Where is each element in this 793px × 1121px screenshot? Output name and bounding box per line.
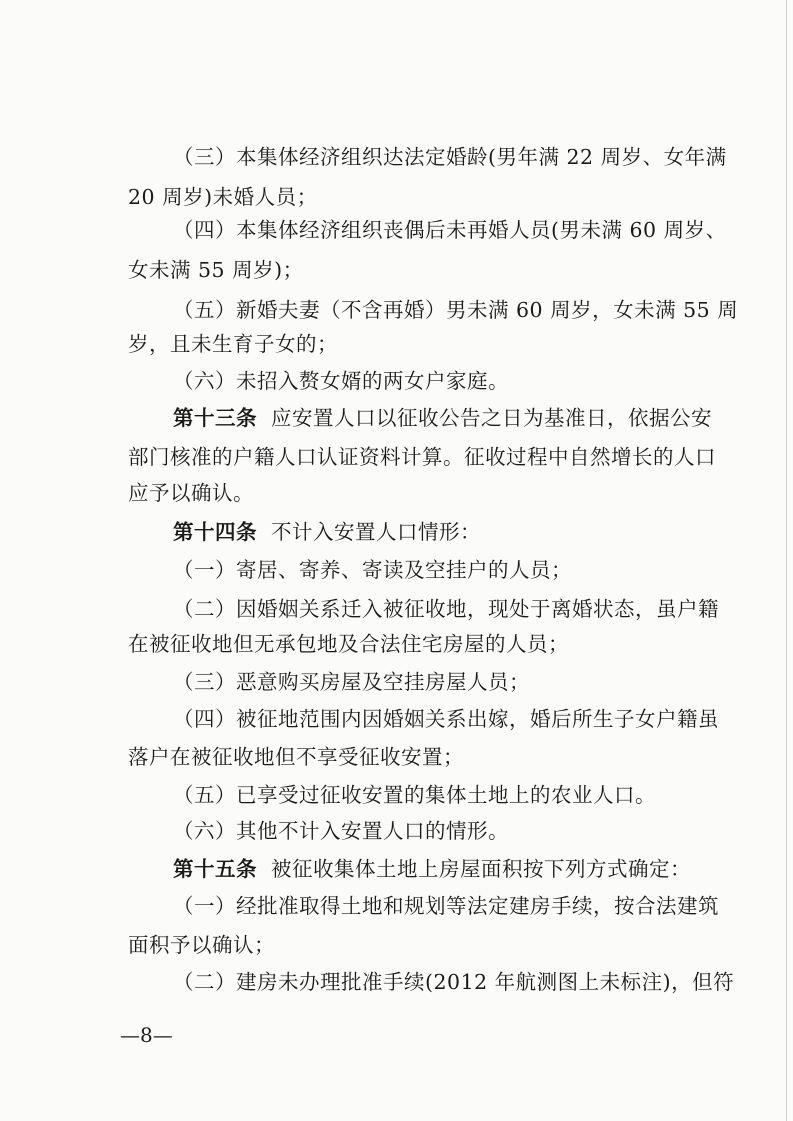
- text-line: 应予以确认。: [128, 481, 254, 505]
- text-line: （三）恶意购买房屋及空挂房屋人员；: [173, 670, 530, 694]
- text-line: （六）其他不计入安置人口的情形。: [173, 819, 509, 843]
- article-heading: 第十五条: [173, 857, 257, 881]
- article-line: 第十四条 不计入安置人口情形：: [173, 520, 481, 544]
- scan-edge: [786, 0, 787, 1121]
- text-line: 20 周岁)未婚人员；: [128, 185, 318, 209]
- article-heading: 第十三条: [173, 406, 257, 430]
- text-line: （四）被征地范围内因婚姻关系出嫁，婚后所生子女户籍虽: [173, 707, 719, 731]
- text-line: （四）本集体经济组织丧偶后未再婚人员(男未满 60 周岁、: [173, 218, 727, 242]
- article-heading: 第十四条: [173, 520, 257, 544]
- text-line: 落户在被征收地但不享受征收安置；: [128, 745, 464, 769]
- text-line: 在被征收地但无承包地及合法住宅房屋的人员；: [128, 632, 569, 656]
- text-line: （二）建房未办理批准手续(2012 年航测图上未标注)，但符: [173, 970, 735, 994]
- text-line: （二）因婚姻关系迁入被征收地，现处于离婚状态，虽户籍: [173, 597, 719, 621]
- text-line: （五）已享受过征收安置的集体土地上的农业人口。: [173, 783, 656, 807]
- page-number: —8—: [120, 1023, 173, 1047]
- text-line: （五）新婚夫妻（不含再婚）男未满 60 周岁，女未满 55 周: [173, 298, 739, 322]
- article-line: 第十五条 被征收集体土地上房屋面积按下列方式确定：: [173, 857, 691, 881]
- text-line: （六）未招入赘女婿的两女户家庭。: [173, 369, 509, 393]
- text-line: （三）本集体经济组织达法定婚龄(男年满 22 周岁、女年满: [173, 145, 727, 169]
- text-line: 女未满 55 周岁)；: [128, 258, 304, 282]
- text-line: （一）经批准取得土地和规划等法定建房手续，按合法建筑: [173, 894, 719, 918]
- text-line: 面积予以确认；: [128, 933, 275, 957]
- text-line: 岁，且未生育子女的；: [128, 332, 338, 356]
- text-line: （一）寄居、寄养、寄读及空挂户的人员；: [173, 558, 572, 582]
- text-line: 部门核准的户籍人口认证资料计算。征收过程中自然增长的人口: [128, 445, 716, 469]
- article-line: 第十三条 应安置人口以征收公告之日为基准日，依据公安: [173, 406, 712, 430]
